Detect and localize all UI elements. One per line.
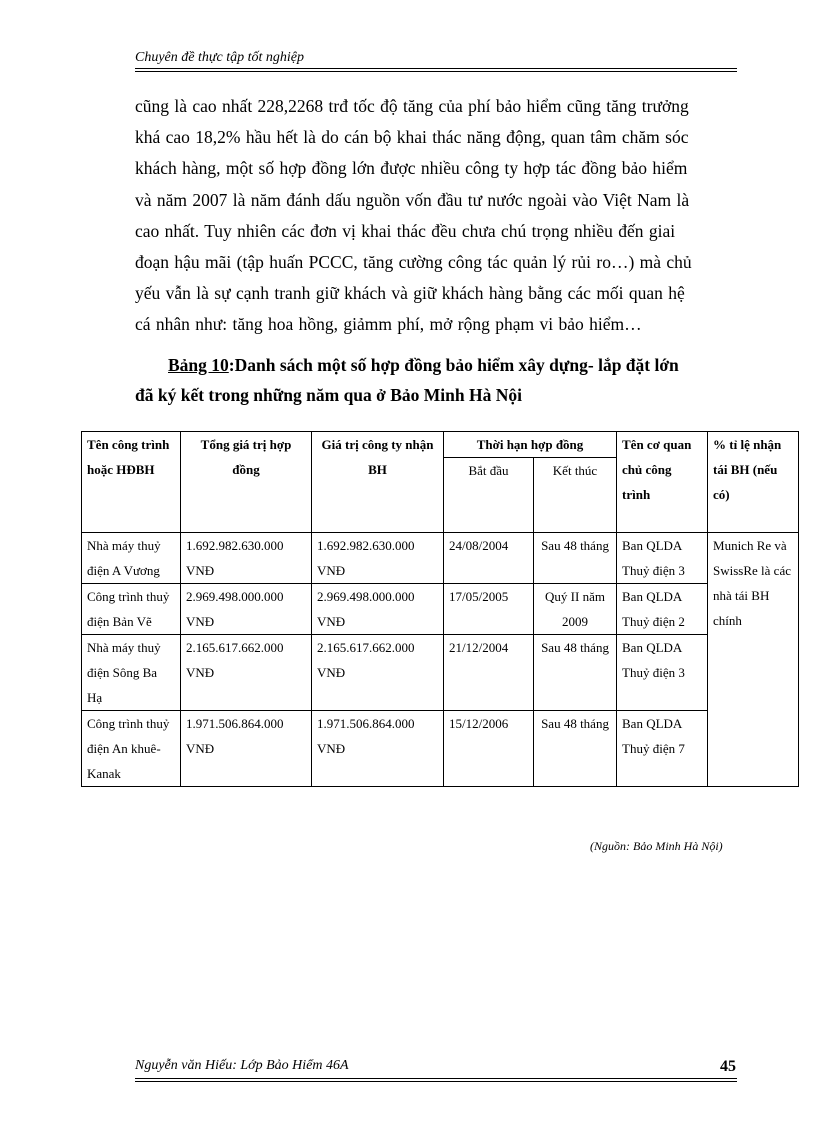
paragraph-line: cũng là cao nhất 228,2268 trđ tốc độ tăng của phí bảo hiểm cũng tăng trưởng [135, 96, 689, 116]
cell-name: Nhà máy thuỷ điện A Vương [82, 533, 181, 584]
cell-start: 15/12/2006 [444, 711, 534, 787]
paragraph-line: đoạn hậu mãi (tập huấn PCCC, tăng cường công tác quản lý rủi ro…) mà chủ [135, 252, 692, 273]
page-footer: Nguyễn văn Hiếu: Lớp Bảo Hiểm 46A [135, 1058, 349, 1073]
cell-total-value: 2.165.617.662.000 VNĐ [181, 635, 312, 711]
cell-owner: Ban QLDA Thuỷ điện 3 [617, 533, 708, 584]
contracts-table [81, 431, 799, 787]
header-name: Tên công trình hoặc HĐBH [82, 432, 181, 533]
source-note: (Nguồn: Bảo Minh Hà Nội) [590, 839, 723, 853]
table-row [82, 711, 799, 787]
cell-owner: Ban QLDA Thuỷ điện 3 [617, 635, 708, 711]
header-period: Thời hạn hợp đồng [444, 432, 617, 458]
cell-company-value: 1.971.506.864.000 VNĐ [312, 711, 444, 787]
paragraph-line: khá cao 18,2% hầu hết là do cán bộ khai thác năng động, quan tâm chăm sóc [135, 127, 689, 148]
header-company-value: Giá trị công ty nhận BH [312, 432, 444, 533]
table-caption [135, 350, 745, 410]
cell-name: Nhà máy thuỷ điện Sông Ba Hạ [82, 635, 181, 711]
cell-end: Quý II năm 2009 [534, 584, 617, 635]
caption-line-2: đã ký kết trong những năm qua ở Bảo Minh Hà Nội [135, 385, 522, 405]
cell-name: Công trình thuỷ điện Bản Vẽ [82, 584, 181, 635]
cell-start: 17/05/2005 [444, 584, 534, 635]
body-paragraph [135, 91, 745, 341]
caption-line-1: :Danh sách một số hợp đồng bảo hiểm xây dựng- lắp đặt lớn [228, 355, 679, 375]
cell-owner: Ban QLDA Thuỷ điện 7 [617, 711, 708, 787]
cell-reinsurance-note: Munich Re và SwissRe là các nhà tái BH chính [708, 533, 799, 787]
cell-company-value: 2.165.617.662.000 VNĐ [312, 635, 444, 711]
cell-owner: Ban QLDA Thuỷ điện 2 [617, 584, 708, 635]
cell-company-value: 1.692.982.630.000 VNĐ [312, 533, 444, 584]
cell-company-value: 2.969.498.000.000 VNĐ [312, 584, 444, 635]
page-header: Chuyên đề thực tập tốt nghiệp [135, 50, 304, 65]
paragraph-line: khách hàng, một số hợp đồng lớn được nhiều công ty hợp tác đồng bảo hiểm [135, 158, 688, 179]
paragraph-line: cá nhân như: tăng hoa hồng, giảmm phí, mở rộng phạm vi bảo hiểm… [135, 314, 642, 335]
table-row [82, 533, 799, 584]
cell-total-value: 1.692.982.630.000 VNĐ [181, 533, 312, 584]
cell-name: Công trình thuỷ điện An khuê-Kanak [82, 711, 181, 787]
cell-end: Sau 48 tháng [534, 635, 617, 711]
header-start: Bắt đầu [444, 458, 534, 533]
table-number: Bảng 10 [168, 355, 229, 375]
table-row [82, 635, 799, 711]
cell-end: Sau 48 tháng [534, 533, 617, 584]
header-total-value: Tổng giá trị hợp đồng [181, 432, 312, 533]
cell-total-value: 1.971.506.864.000 VNĐ [181, 711, 312, 787]
table-row [82, 584, 799, 635]
page-number: 45 [720, 1058, 736, 1075]
header-end: Kết thúc [534, 458, 617, 533]
cell-start: 21/12/2004 [444, 635, 534, 711]
cell-start: 24/08/2004 [444, 533, 534, 584]
footer-rule [135, 1078, 737, 1082]
header-owner: Tên cơ quan chủ công trình [617, 432, 708, 533]
cell-total-value: 2.969.498.000.000 VNĐ [181, 584, 312, 635]
paragraph-line: cao nhất. Tuy nhiên các đơn vị khai thác đều chưa chú trọng nhiều đến giai [135, 220, 676, 241]
header-reinsurance: % tỉ lệ nhận tái BH (nếu có) [708, 432, 799, 533]
paragraph-line: và năm 2007 là năm đánh dấu nguồn vốn đầu tư nước ngoài vào Việt Nam là [135, 189, 690, 210]
cell-end: Sau 48 tháng [534, 711, 617, 787]
paragraph-line: yếu vẫn là sự cạnh tranh giữ khách và giữ khách hàng bằng các mối quan hệ [135, 283, 685, 304]
header-rule [135, 68, 737, 72]
